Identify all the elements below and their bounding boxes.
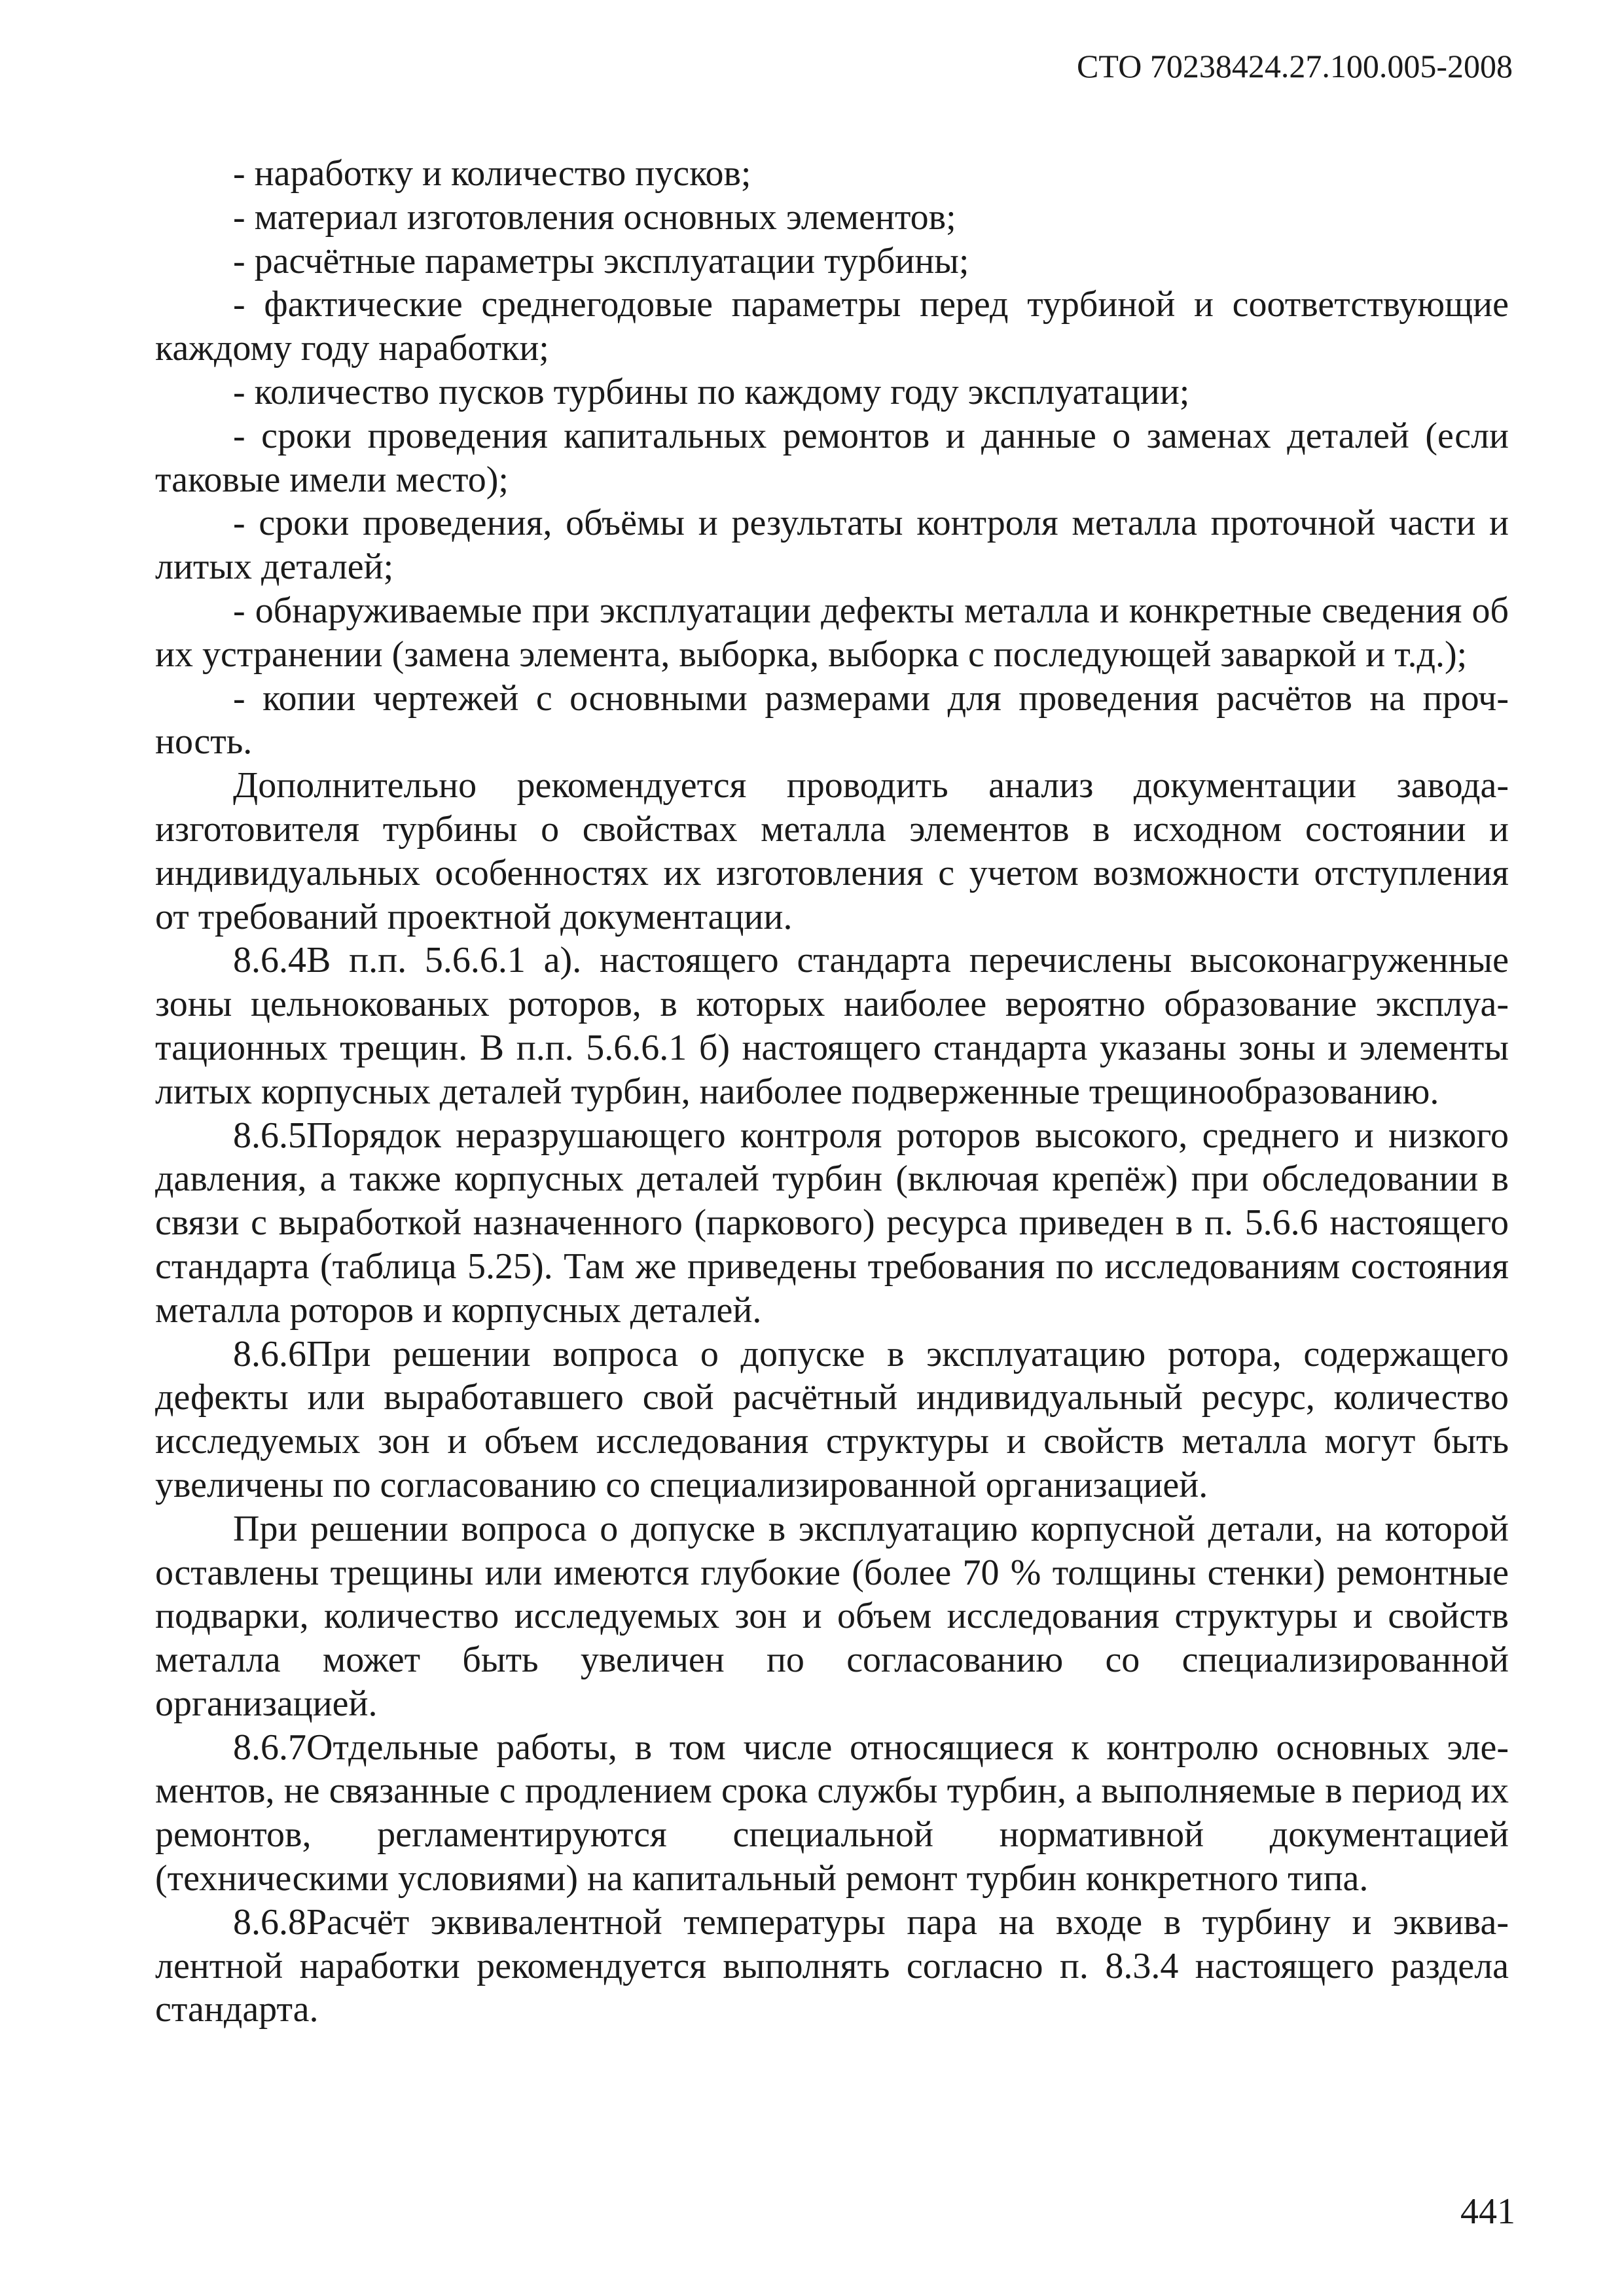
paragraph-8-6-4: 8.6.4В п.п. 5.6.6.1 а). настоящего стандарта перечислены высоконагруженные зоны цельнокованых роторов, в которых наиболее вероятно образование эксплуатационных трещин. В п.п. 5.6.6.1 б) настоящего стандарта указаны зоны и элементы литых корпусных деталей турбин, наиболее подверженные трещинообразованию. xyxy=(155,940,1509,1112)
paragraph-8-6-5: 8.6.5Порядок неразрушающего контроля роторов высокого, среднего и низкого давления, а также корпусных деталей турбин (включая крепёж) при обследовании в связи с выработкой назначенного (паркового) ресурса приведен в п. 5.6.6 настоящего стандарта (таблица 5.25). Там же приведены требования по исследованиям состояния металла роторов и корпусных деталей. xyxy=(155,1115,1509,1331)
list-item-actual-parameters: - фактические среднегодовые параметры перед турбиной и соответствующие каждому году наработки; xyxy=(155,284,1509,369)
list-item-operating-hours: - наработку и количество пусков; xyxy=(233,153,751,194)
document-code-header: СТО 70238424.27.100.005-2008 xyxy=(1077,48,1513,84)
paragraph-8-6-6-casing: При решении вопроса о допуске в эксплуатацию корпусной детали, на которой оставлены трещины или имеются глубокие (более 70 % толщины стенки) ремонтные подварки, количество исследуемых зон и объем исследования структуры и свойств металла может быть увеличен по согласованию со специализированной организацией. xyxy=(155,1508,1509,1724)
list-item-drawings: - копии чертежей с основными размерами для проведения расчётов на прочность. xyxy=(155,677,1509,762)
list-item-defects: - обнаруживаемые при эксплуатации дефекты металла и конкретные сведения об их устранении (замена элемента, выборка, выборка с последующей заваркой и т.д.); xyxy=(155,590,1509,675)
list-item-design-parameters: - расчётные параметры эксплуатации турбины; xyxy=(233,240,969,281)
list-item-overhaul-dates: - сроки проведения капитальных ремонтов и данные о заменах деталей (если таковые имели место); xyxy=(155,415,1509,500)
list-item-material: - материал изготовления основных элементов; xyxy=(233,196,956,238)
list-item-start-count: - количество пусков турбины по каждому году эксплуатации; xyxy=(233,371,1190,412)
document-body xyxy=(155,152,1509,2032)
page-number: 441 xyxy=(1460,2191,1515,2232)
paragraph-8-6-7: 8.6.7Отдельные работы, в том числе относящиеся к контролю основных элементов, не связанные с продлением срока службы турбин, а выполняемые в период их ремонтов, регламентируются специальной нормативной документацией (техническими условиями) на капитальный ремонт турбин конкретного типа. xyxy=(155,1727,1509,1899)
paragraph-8-6-6: 8.6.6При решении вопроса о допуске в эксплуатацию ротора, содержащего дефекты или выработавшего свой расчётный индивидуальный ресурс, количество исследуемых зон и объем исследования структуры и свойств металла могут быть увеличены по согласованию со специализированной организацией. xyxy=(155,1333,1509,1505)
paragraph-8-6-8: 8.6.8Расчёт эквивалентной температуры пара на входе в турбину и эквивалентной наработки рекомендуется выполнять согласно п. 8.3.4 настоящего раздела стандарта. xyxy=(155,1901,1509,2030)
list-item-inspection-results: - сроки проведения, объёмы и результаты контроля металла проточной части и литых деталей; xyxy=(155,503,1509,588)
paragraph-additional-analysis: Дополнительно рекомендуется проводить анализ документации завода-изготовителя турбины о свойствах металла элементов в исходном состоянии и индивидуальных особенностях их изготовления с учетом возможности отступления от требований проектной документации. xyxy=(155,765,1509,937)
